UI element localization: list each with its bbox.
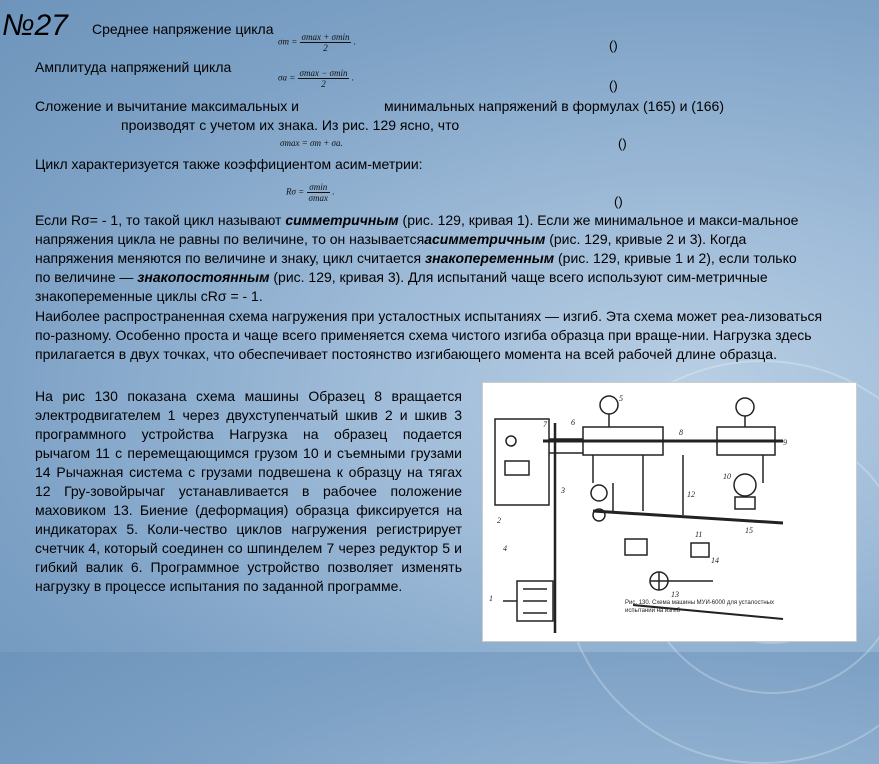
figure-label: 9 bbox=[783, 438, 787, 447]
formula-mean-stress: σm = $\frac{\sigma\max + \sigma\min}{2}$ . bbox=[278, 32, 356, 53]
sum-text-part1: Сложение и вычитание максимальных и bbox=[35, 98, 299, 114]
equation-reference: () bbox=[614, 194, 623, 209]
figure-label: 13 bbox=[671, 590, 679, 599]
sum-text-part2: минимальных напряжений в формулах (165) и (166) bbox=[384, 98, 724, 114]
figure-label: 15 bbox=[745, 526, 753, 535]
figure-label: 4 bbox=[503, 544, 507, 553]
figure-label: 7 bbox=[543, 420, 547, 429]
machine-description-paragraph: На рис 130 показана схема машины Образец 8 вращается электродвигателем 1 через двухступенчатый шкив 2 и шкив 3 программного устройства Нагрузка на образец подается рычагом 11 с перемещающимся грузом 10 и съемными грузами 14 Рычажная система с грузами подвешена к образцу на тягах 12 Гру-зовойрычаг устанавливается в рабочее положение маховиком 13. Биение (деформация) образца фиксируется на индикаторах 5. Коли-чество циклов нагружения регистрирует счетчик 4, который соединен со шпинделем 7 через редуктор 5 и гибкий валик 6. Программное устройство позволяет изменять нагрузку в процессе испытания по заданной программе. bbox=[35, 388, 462, 594]
equation-reference: () bbox=[618, 136, 627, 151]
figure-label: 11 bbox=[695, 530, 703, 539]
figure-label: 1 bbox=[489, 594, 493, 603]
figure-label: 14 bbox=[711, 556, 719, 565]
figure-label: 6 bbox=[571, 418, 575, 427]
cycle-types-paragraph: Если Rσ= - 1, то такой цикл называют симметричным (рис. 129, кривая 1). Если же минимальное и макси-мальное напряжения цикла не равны по величине, то он называетсяасимметричным (рис. 129, кривые 2 и 3). Когда напряжения меняются по величине и знаку, цикл считается знакопеременным (рис. 129, кривые 1 и 2), если только по величине — знакопостоянным (рис. 129, кривая 3). Для испытаний чаще всего используют сим-метричные знакопеременные циклы сRσ = - 1. bbox=[35, 212, 799, 304]
slide-number: №27 bbox=[2, 9, 68, 42]
figure-label: 5 bbox=[619, 394, 623, 403]
figure-label: 10 bbox=[723, 472, 731, 481]
sum-text-line2: производят с учетом их знака. Из рис. 129 ясно, что bbox=[121, 117, 460, 133]
mean-stress-label: Среднее напряжение цикла bbox=[92, 21, 274, 37]
equation-reference: () bbox=[609, 78, 618, 93]
machine-schematic-figure bbox=[482, 382, 857, 642]
formula-asymmetry-coefficient: Rσ = $\frac{\sigma\min}{\sigma\max}$ . bbox=[286, 182, 335, 203]
figure-label: 12 bbox=[687, 490, 695, 499]
asymmetry-text: Цикл характеризуется также коэффициентом асим-метрии: bbox=[35, 156, 423, 172]
figure-label: 3 bbox=[561, 486, 565, 495]
figure-label: 2 bbox=[497, 516, 501, 525]
figure-label: 8 bbox=[679, 428, 683, 437]
formula-max-stress: σmax = σm + σa. bbox=[280, 138, 343, 148]
equation-reference: () bbox=[609, 38, 618, 53]
formula-amplitude: σa = $\frac{\sigma\max - \sigma\min}{2}$ . bbox=[278, 68, 354, 89]
loading-scheme-paragraph: Наиболее распространенная схема нагружения при усталостных испытаниях — изгиб. Эта схема может реа-лизоваться по-разному. Особенно проста и чаще всего применяется схема чистого изгиба образца при враще-нии. Нагрузка здесь прилагается в двух точках, что обеспечивает постоянство изгибающего момента на всей рабочей длине образца. bbox=[35, 308, 823, 362]
figure-caption: Рис. 130. Схема машины МУИ-6000 для усталостных испытаний на изгиб bbox=[625, 600, 774, 614]
amplitude-label: Амплитуда напряжений цикла bbox=[35, 59, 232, 75]
